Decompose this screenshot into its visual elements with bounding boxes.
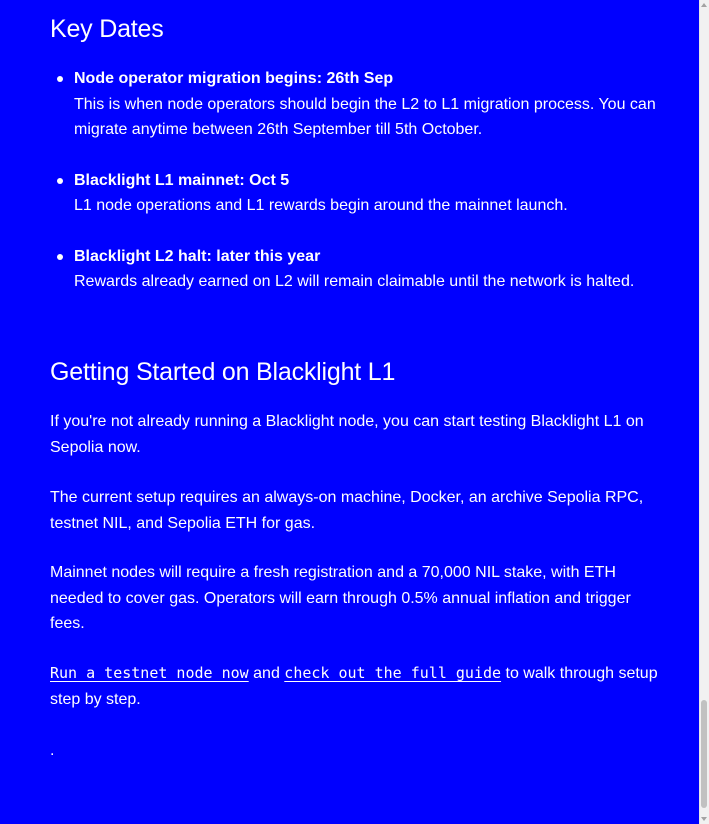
date-title: Blacklight L1 mainnet: Oct 5	[74, 171, 290, 189]
run-testnet-node-link[interactable]: Run a testnet node now	[50, 664, 249, 682]
list-item	[74, 168, 674, 219]
date-description: This is when node operators should begin the L2 to L1 migration process. You can migrate anytime between 26th September till 5th October.	[74, 95, 656, 138]
date-title: Blacklight L2 halt: later this year	[74, 247, 321, 265]
intro-paragraph: If you're not already running a Blacklight node, you can start testing Blacklight L1 on Sepolia now.	[50, 413, 644, 456]
getting-started-heading: Getting Started on Blacklight L1	[50, 358, 396, 386]
date-description: Rewards already earned on L2 will remain claimable until the network is halted.	[74, 273, 635, 290]
and-text: and	[253, 665, 280, 682]
links-paragraph	[50, 661, 660, 712]
trailing-text: .	[50, 742, 55, 759]
list-item	[74, 244, 674, 295]
full-guide-link[interactable]: check out the full guide	[284, 664, 502, 682]
date-description: L1 node operations and L1 rewards begin around the mainnet launch.	[74, 197, 568, 214]
setup-paragraph: The current setup requires an always-on machine, Docker, an archive Sepolia RPC, testnet NIL, and Sepolia ETH for gas.	[50, 489, 644, 532]
key-dates-heading: Key Dates	[50, 15, 164, 43]
scrollbar-thumb[interactable]	[701, 700, 707, 808]
after-text: to walk through setup step by step.	[50, 665, 658, 708]
list-item	[74, 66, 674, 143]
mainnet-paragraph: Mainnet nodes will require a fresh registration and a 70,000 NIL stake, with ETH needed to cover gas. Operators will earn through 0.5% annual inflation and trigger fees.	[50, 564, 631, 632]
scroll-down-arrow-icon[interactable]	[701, 817, 707, 821]
date-title: Node operator migration begins: 26th Sep	[74, 70, 394, 87]
vertical-scrollbar[interactable]	[699, 0, 709, 824]
key-dates-list	[50, 66, 674, 320]
scroll-up-arrow-icon[interactable]	[701, 3, 707, 7]
